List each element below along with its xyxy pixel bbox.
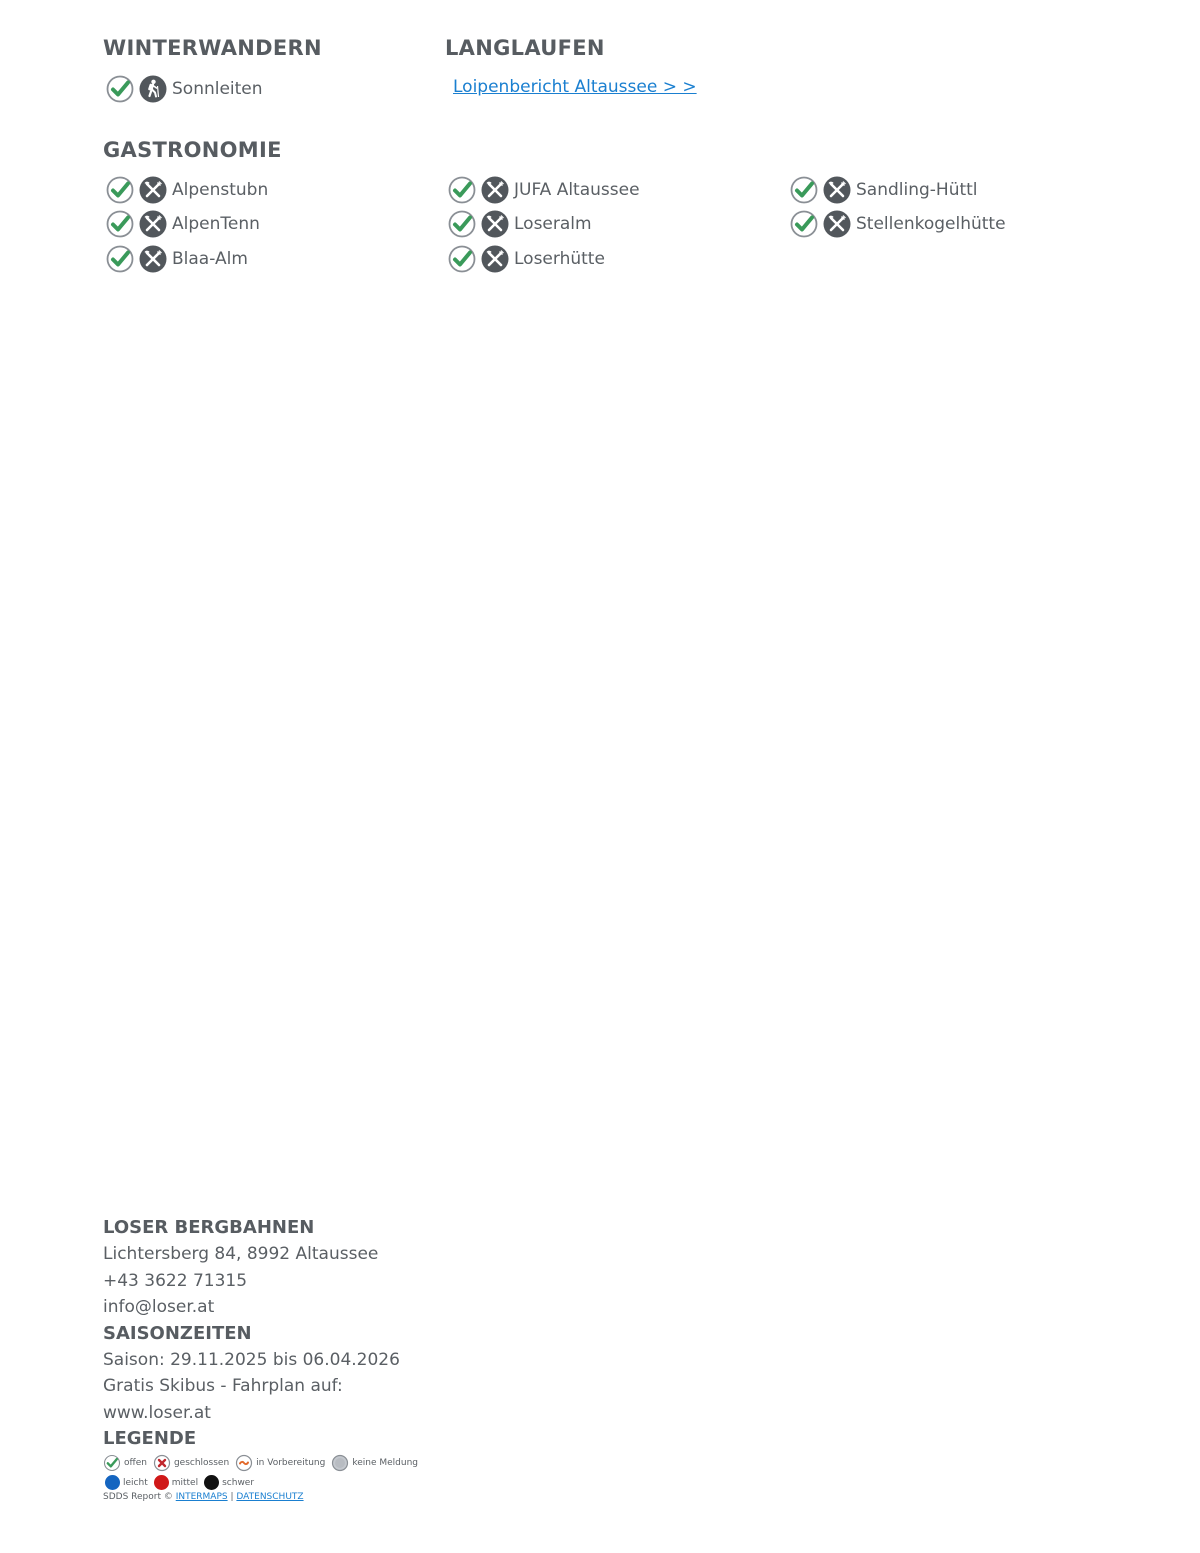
check-icon [447, 175, 477, 205]
loipenbericht-link[interactable]: Loipenbericht Altaussee > > [453, 77, 697, 97]
contact-address: Lichtersberg 84, 8992 Altaussee [103, 1244, 379, 1264]
item-name: Sandling-Hüttl [856, 180, 978, 200]
legend-easy: leicht [123, 1477, 148, 1488]
check-icon [789, 175, 819, 205]
contact-block [103, 1215, 523, 1452]
season-bus: Gratis Skibus - Fahrplan auf: [103, 1376, 343, 1396]
easy-dot-icon [105, 1475, 120, 1490]
check-icon [789, 209, 819, 239]
item-name: Stellenkogelhütte [856, 214, 1006, 234]
cutlery-icon [138, 244, 168, 274]
season-title: SAISONZEITEN [103, 1322, 252, 1344]
check-icon [447, 244, 477, 274]
list-item [105, 209, 260, 239]
gastronomie-title: GASTRONOMIE [103, 138, 282, 162]
no-report-icon [331, 1454, 349, 1472]
check-icon [105, 74, 135, 104]
list-item [105, 244, 248, 274]
legend-status-row [103, 1454, 523, 1472]
hard-dot-icon [204, 1475, 219, 1490]
check-icon [105, 209, 135, 239]
item-name: Loserhütte [514, 249, 605, 269]
list-item [789, 175, 978, 205]
check-icon [103, 1454, 121, 1472]
list-item [789, 209, 1006, 239]
legend-difficulty-row [103, 1475, 523, 1490]
contact-phone[interactable]: +43 3622 71315 [103, 1270, 248, 1291]
season-period: Saison: 29.11.2025 bis 06.04.2026 [103, 1349, 400, 1370]
privacy-link[interactable]: DATENSCHUTZ [236, 1492, 304, 1502]
list-item [447, 209, 592, 239]
item-name: Blaa-Alm [172, 249, 248, 269]
legend-prep: in Vorbereitung [256, 1458, 326, 1468]
list-item [105, 175, 268, 205]
medium-dot-icon [154, 1475, 169, 1490]
footer-separator: | [230, 1492, 234, 1502]
list-item [447, 175, 640, 205]
intermaps-link[interactable]: INTERMAPS [175, 1492, 228, 1502]
list-item [447, 244, 605, 274]
footer-prefix: SDDS Report © [103, 1492, 173, 1502]
cutlery-icon [480, 244, 510, 274]
contact-title: LOSER BERGBAHNEN [103, 1217, 315, 1238]
cutlery-icon [480, 175, 510, 205]
legend-medium: mittel [171, 1477, 199, 1488]
list-item [105, 74, 263, 104]
legend-title: LEGENDE [103, 1428, 197, 1449]
item-name: Sonnleiten [172, 79, 263, 99]
item-name: Alpenstubn [172, 180, 269, 200]
langlaufen-title: LANGLAUFEN [445, 36, 605, 60]
cutlery-icon [822, 175, 852, 205]
check-icon [105, 244, 135, 274]
item-name: JUFA Altaussee [514, 180, 640, 200]
winterwandern-title: WINTERWANDERN [103, 36, 322, 60]
cutlery-icon [822, 209, 852, 239]
closed-icon [153, 1454, 171, 1472]
legend-hard: schwer [222, 1477, 255, 1488]
check-icon [105, 175, 135, 205]
cutlery-icon [480, 209, 510, 239]
check-icon [447, 209, 477, 239]
cutlery-icon [138, 209, 168, 239]
cutlery-icon [138, 175, 168, 205]
legend-closed: geschlossen [173, 1458, 230, 1468]
item-name: Loseralm [514, 214, 592, 234]
season-website[interactable]: www.loser.at [103, 1402, 211, 1423]
in-preparation-icon [235, 1454, 253, 1472]
contact-email[interactable]: info@loser.at [103, 1297, 215, 1317]
item-name: AlpenTenn [172, 214, 260, 234]
footer [103, 1492, 304, 1502]
hiker-icon [138, 74, 168, 104]
legend-open: offen [124, 1458, 147, 1468]
legend-none: keine Meldung [352, 1458, 419, 1468]
